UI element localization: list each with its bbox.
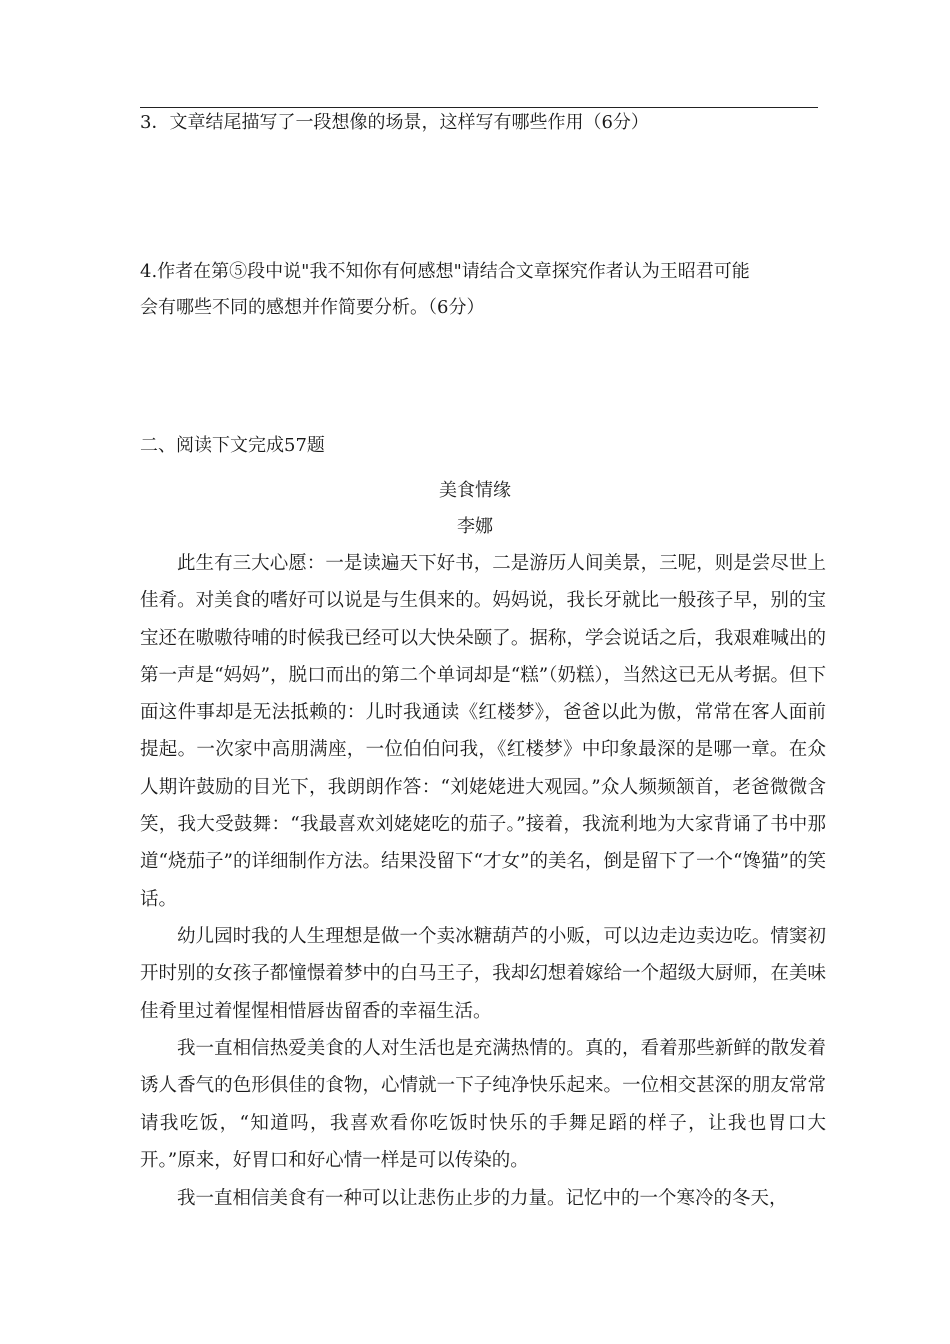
top-divider-line [140,107,818,108]
article-author: 李娜 [457,516,493,537]
article-title: 美食情缘 [439,480,511,501]
article-paragraph-1: 此生有三大心愿：一是读遍天下好书，二是游历人间美景，三呢，则是尝尽世上佳肴。对美食的嗜好可以说是与生俱来的。妈妈说，我长牙就比一般孩子早，别的宝宝还在嗷嗷待哺的时候我已经可以大快朵颐了。据称，学会说话之后，我艰难喊出的第一声是“妈妈”，脱口而出的第二个单词却是“糕”（奶糕），当然这已无从考据。但下面这件事却是无法抵赖的：儿时我通读《红楼梦》，爸爸以此为傲，常常在客人面前提起。一次家中高朋满座，一位伯伯问我，《红楼梦》中印象最深的是哪一章。在众人期许鼓励的目光下，我朗朗作答：“刘姥姥进大观园。”众人频频颔首，老爸微微含笑，我大受鼓舞：“我最喜欢刘姥姥吃的茄子。”接着，我流利地为大家背诵了书中那道“烧茄子”的详细制作方法。结果没留下“才女”的美名，倒是留下了一个“馋猫”的笑话。 [140,553,826,910]
question-4-line-2: 会有哪些不同的感想并作简要分析。（6分） [140,297,485,318]
article-paragraph-3: 我一直相信热爱美食的人对生活也是充满热情的。真的，看着那些新鲜的散发着诱人香气的色形俱佳的食物，心情就一下子纯净快乐起来。一位相交甚深的朋友常常请我吃饭，“知道吗，我喜欢看你吃饭时快乐的手舞足蹈的样子，让我也胃口大开。”原来，好胃口和好心情一样是可以传染的。 [140,1038,826,1171]
question-4-line-1: 4.作者在第⑤段中说"我不知你有何感想"请结合文章探究作者认为王昭君可能 [140,261,750,282]
question-3: 3．文章结尾描写了一段想像的场景，这样写有哪些作用（6分） [140,112,649,133]
article-paragraph-4: 我一直相信美食有一种可以让悲伤止步的力量。记忆中的一个寒冷的冬天， [177,1188,788,1209]
article-paragraph-2: 幼儿园时我的人生理想是做一个卖冰糖葫芦的小贩，可以边走边卖边吃。情窦初开时别的女孩子都憧憬着梦中的白马王子，我却幻想着嫁给一个超级大厨师，在美味佳肴里过着惺惺相惜唇齿留香的幸福生活。 [140,926,826,1022]
section-2-heading: 二、阅读下文完成57题 [140,435,325,456]
